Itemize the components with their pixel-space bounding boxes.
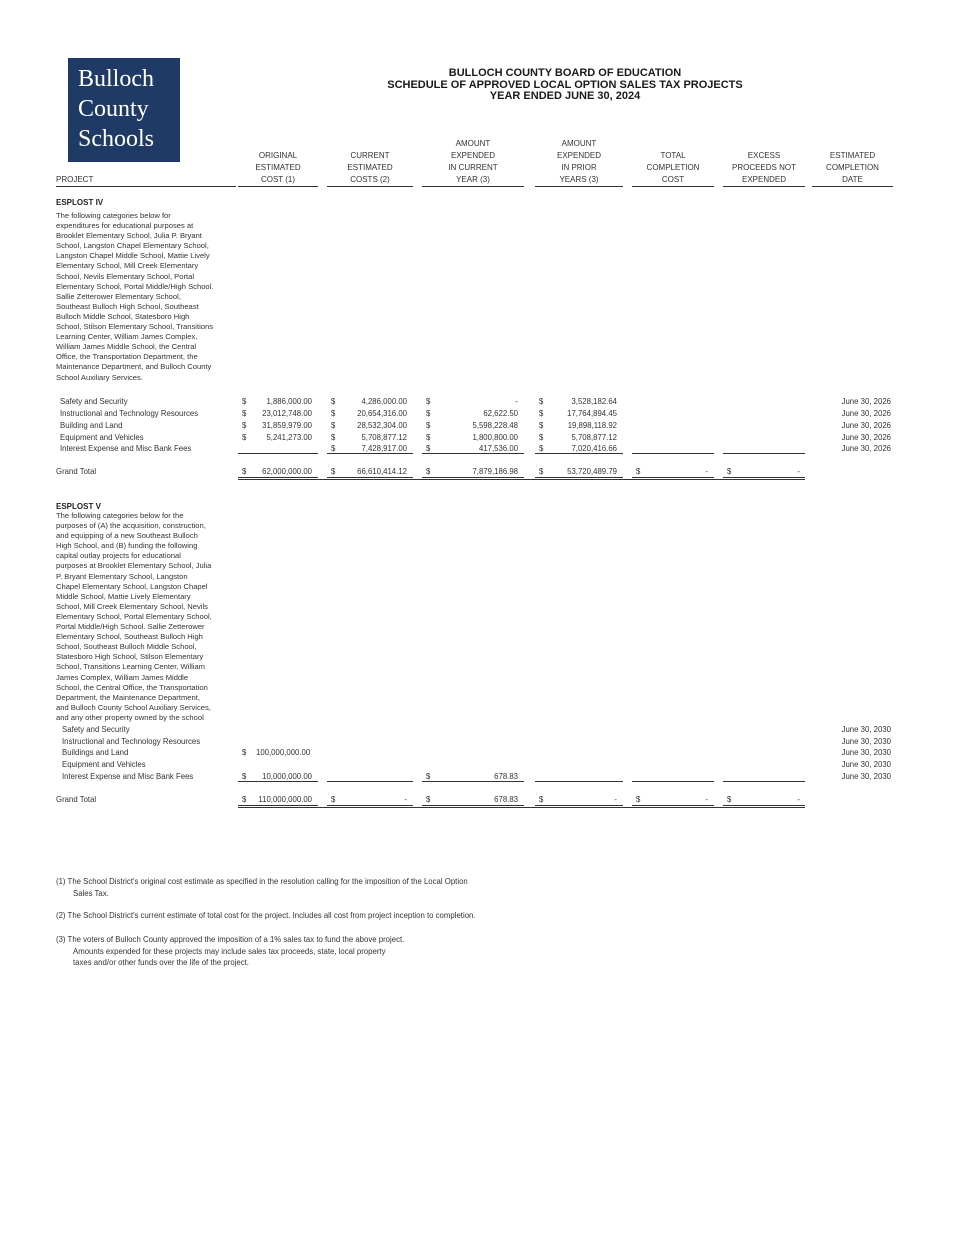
column-header-total-completion: TOTAL COMPLETION COST (632, 150, 714, 187)
grand-total-row: Grand Total $ 62,000,000.00 $ 66,610,414.12 $ 7,879,186.98 $ 53,720,489.79 $ - $ - (0, 466, 960, 477)
table-row: Interest Expense and Misc Bank Fees $ 7,428,917.00 $ 417,536.00 $ 7,020,416.66 June 30, 2026 (60, 444, 891, 453)
table-row: Buildings and Land $ 100,000,000.00 June 30, 2030 (62, 748, 891, 757)
school-logo (68, 58, 180, 162)
report-title-1: BULLOCH COUNTY BOARD OF EDUCATION (448, 67, 682, 79)
table-row: Building and Land $ 31,859,979.00 $ 28,532,304.00 $ 5,598,228.48 $ 19,898,118.92 June 30, 2026 (60, 421, 891, 430)
column-header-prior-years: AMOUNT EXPENDED IN PRIOR YEARS (3) (535, 138, 623, 187)
column-header-completion-date: ESTIMATED COMPLETION DATE (812, 150, 893, 187)
table-row: Safety and Security June 30, 2030 (62, 725, 891, 734)
column-header-original-cost: ORIGINAL ESTIMATED COST (1) (238, 150, 318, 187)
column-header-excess-proceeds: EXCESS PROCEEDS NOT EXPENDED (723, 150, 805, 187)
table-row: Equipment and Vehicles June 30, 2030 (62, 760, 891, 769)
esplost-iv-description: The following categories below for expenditures for educational purposes at Brooklet Elementary School, Julia P. Bryant School, Langston Chapel Elementary School, Langston Chapel Middle School, Mattie Lively Elementary School, Mill Creek Elementary School, Nevils Elementary School, Portal Elementary School, Portal Middle/High School. Sallie Zetterower Elementary School, Southeast Bulloch High School, Southeast Bulloch Middle School, Statesboro High School, Stilson Elementary School, Transitions Learning Center, William James Complex, William James Middle School, the Central Office, the Transportation Department, the Maintenance Department, and Bulloch County School Auxiliary Services. (56, 211, 214, 382)
column-header-current-year: AMOUNT EXPENDED IN CURRENT YEAR (3) (422, 138, 524, 187)
grand-total-row: Grand Total $ 110,000,000.00 $ - $ 678.83 $ - $ - $ - (0, 794, 960, 805)
report-title-3: YEAR ENDED JUNE 30, 2024 (489, 90, 641, 102)
footnote-2: (2) The School District's current estimate of total cost for the project. Includes all cost from project inception to completion. (56, 911, 476, 920)
table-row: Instructional and Technology Resources $ 23,012,748.00 $ 20,654,316.00 $ 62,622.50 $ 17,764,894.45 June 30, 2026 (60, 409, 891, 418)
table-row: Safety and Security $ 1,886,000.00 $ 4,286,000.00 $ - $ 3,528,182.64 June 30, 2026 (60, 397, 891, 406)
section-title-esplost-v: ESPLOST V (56, 502, 101, 511)
table-row: Equipment and Vehicles $ 5,241,273.00 $ 5,708,877.12 $ 1,800,800.00 $ 5,708,877.12 June 30, 2026 (60, 433, 891, 442)
section-title-esplost-iv: ESPLOST IV (56, 198, 104, 207)
column-header-current-cost: CURRENT ESTIMATED COSTS (2) (327, 150, 413, 187)
report-title-2: SCHEDULE OF APPROVED LOCAL OPTION SALES TAX PROJECTS (387, 79, 743, 91)
logo-line-1: Bulloch (78, 66, 154, 92)
table-row: Interest Expense and Misc Bank Fees $ 10,000,000.00 $ 678.83 June 30, 2030 (62, 772, 891, 781)
logo-line-2: County (78, 96, 149, 122)
footnote-3: (3) The voters of Bulloch County approved the imposition of a 1% sales tax to fund the above project. Amounts expended for these projects may include sales tax proceeds, state, local property taxes and/or other funds over the life of the project. (56, 935, 405, 967)
table-row: Instructional and Technology Resources June 30, 2030 (62, 737, 891, 746)
column-header-project: PROJECT (56, 174, 236, 187)
esplost-v-description: The following categories below for the purposes of (A) the acquisition, construction, and equipping of a new Southeast Bulloch High School, and (B) funding the following capital outlay projects for educational purposes at Brooklet Elementary School, Julia P. Bryant Elementary School, Langston Chapel Elementary School, Langston Chapel Middle School, Mattie Lively Elementary School, Mill Creek Elementary School, Nevils Elementary School, Portal Elementary School, Portal Middle/High School. Sallie Zetterower Elementary School, Southeast Bulloch High School, Southeast Bulloch Middle School, Statesboro High School, Stilson Elementary School, Transitions Learning Center, William James Complex, William James Middle School, the Central Office, the Transportation Department, the Maintenance Department, and Bulloch County School Auxiliary Services, and any other property owned by the school (56, 511, 212, 722)
logo-line-3: Schools (78, 126, 155, 152)
footnote-1: (1) The School District's original cost estimate as specified in the resolution calling for the imposition of the Local Option Sales Tax. (56, 877, 468, 898)
